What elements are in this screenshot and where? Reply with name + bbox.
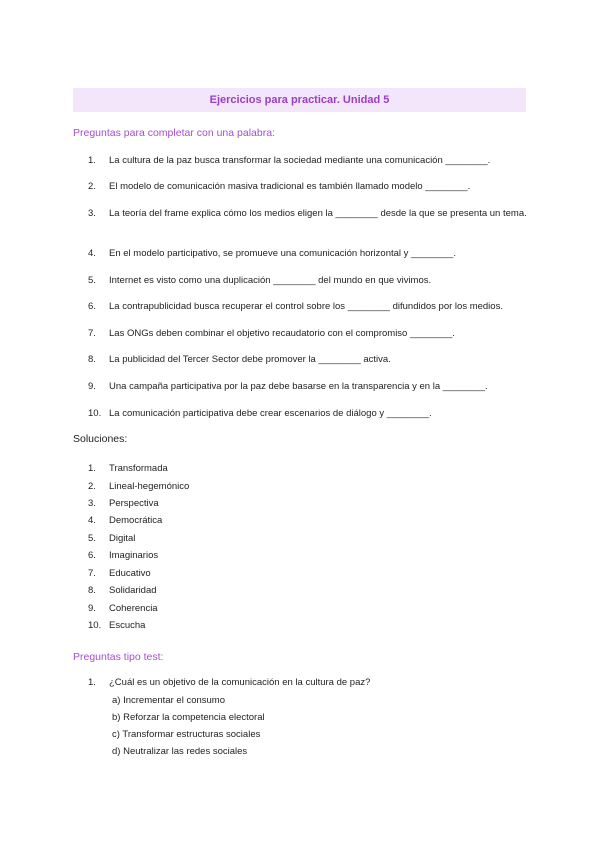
solutions-heading: Soluciones: — [73, 433, 128, 445]
test-option: d) Neutralizar las redes sociales — [112, 746, 248, 757]
test-heading: Preguntas tipo test: — [73, 651, 164, 663]
item-text: Educativo — [109, 568, 151, 579]
item-number: 1. — [88, 155, 96, 166]
completion-heading: Preguntas para completar con una palabra: — [73, 127, 275, 139]
item-number: 4. — [88, 248, 96, 259]
item-number: 2. — [88, 481, 96, 492]
item-number: 2. — [88, 181, 96, 192]
item-text: Internet es visto como una duplicación ________ del mundo en que vivimos. — [109, 275, 432, 286]
item-number: 8. — [88, 354, 96, 365]
item-text: Lineal-hegemónico — [109, 481, 190, 492]
item-number: 5. — [88, 275, 96, 286]
item-text: La contrapublicidad busca recuperar el control sobre los ________ difundidos por los medios. — [109, 301, 503, 312]
item-number: 3. — [88, 208, 96, 219]
item-text: El modelo de comunicación masiva tradicional es también llamado modelo ________. — [109, 181, 471, 192]
item-number: 8. — [88, 585, 96, 596]
item-number: 6. — [88, 301, 96, 312]
item-text: Perspectiva — [109, 498, 159, 509]
test-option: b) Reforzar la competencia electoral — [112, 712, 265, 723]
item-text: Coherencia — [109, 603, 158, 614]
item-text: Digital — [109, 533, 136, 544]
question-text: ¿Cuál es un objetivo de la comunicación en la cultura de paz? — [109, 677, 371, 688]
item-number: 5. — [88, 533, 96, 544]
item-text: En el modelo participativo, se promueve una comunicación horizontal y ________. — [109, 248, 456, 259]
item-number: 9. — [88, 381, 96, 392]
test-option: a) Incrementar el consumo — [112, 695, 225, 706]
item-text: Democrática — [109, 515, 163, 526]
page-title: Ejercicios para practicar. Unidad 5 — [73, 88, 526, 112]
item-number: 7. — [88, 328, 96, 339]
item-number: 7. — [88, 568, 96, 579]
item-text: Solidaridad — [109, 585, 157, 596]
item-number: 6. — [88, 550, 96, 561]
item-number: 3. — [88, 498, 96, 509]
item-text: Una campaña participativa por la paz debe basarse en la transparencia y en la ________. — [109, 381, 488, 392]
item-text: La publicidad del Tercer Sector debe promover la ________ activa. — [109, 354, 391, 365]
item-text: La teoría del frame explica cómo los medios eligen la ________ desde la que se presenta un tema. — [109, 208, 527, 219]
item-text: Transformada — [109, 463, 168, 474]
item-text: Imaginarios — [109, 550, 159, 561]
item-text: La cultura de la paz busca transformar la sociedad mediante una comunicación ________. — [109, 155, 491, 166]
item-number: 9. — [88, 603, 96, 614]
item-number: 1. — [88, 463, 96, 474]
item-number: 4. — [88, 515, 96, 526]
item-number: 1. — [88, 677, 96, 688]
item-number: 10. — [88, 620, 102, 631]
item-number: 10. — [88, 408, 102, 419]
item-text: Las ONGs deben combinar el objetivo recaudatorio con el compromiso ________. — [109, 328, 455, 339]
item-text: La comunicación participativa debe crear escenarios de diálogo y ________. — [109, 408, 432, 419]
test-option: c) Transformar estructuras sociales — [112, 729, 261, 740]
item-text: Escucha — [109, 620, 146, 631]
